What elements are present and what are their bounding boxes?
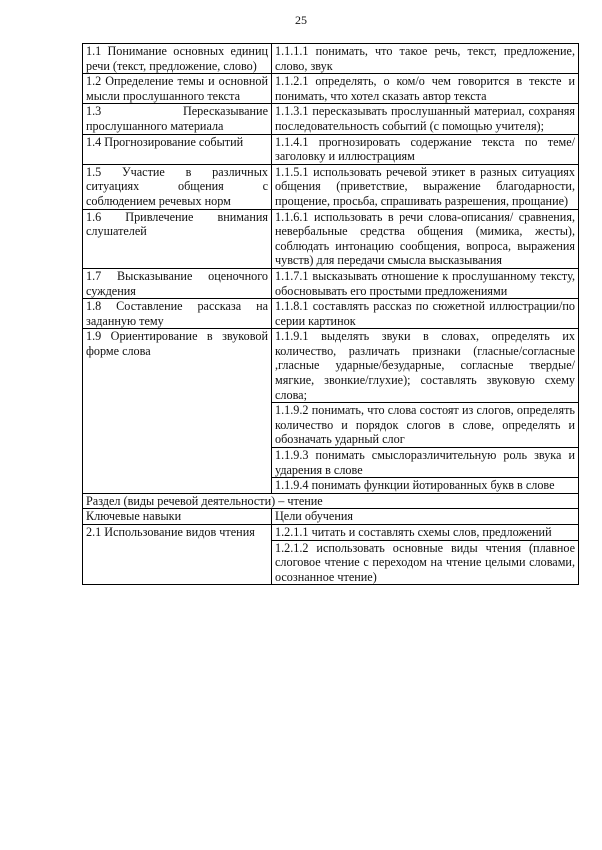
table-row [83, 44, 579, 74]
table-row [83, 104, 579, 134]
skill-cell: 2.1 Использование видов чтения [83, 525, 272, 585]
section-title: Раздел (виды речевой деятельности) – чтение [83, 493, 579, 509]
header-skills: Ключевые навыки [83, 509, 272, 525]
table-row [83, 268, 579, 298]
table-row [83, 164, 579, 209]
curriculum-table [82, 43, 579, 585]
skill-cell: 1.7 Высказывание оценочного суждения [83, 268, 272, 298]
table-body-reading [83, 525, 579, 585]
goal-cell: 1.1.7.1 высказывать отношение к прослушанному тексту, обосновывать его простыми предложениями [272, 268, 579, 298]
table-body-listening [83, 44, 579, 494]
goal-cell: 1.1.3.1 пересказывать прослушанный материал, сохраняя последовательность событий (с помощью учителя); [272, 104, 579, 134]
table-row [83, 209, 579, 268]
section-row [83, 493, 579, 509]
skill-cell: 1.6 Привлечение внимания слушателей [83, 209, 272, 268]
goal-cell: 1.1.9.3 понимать смыслоразличительную роль звука и ударения в слове [272, 448, 579, 478]
goal-cell: 1.1.9.4 понимать функции йотированных букв в слове [272, 478, 579, 494]
goal-cell: 1.1.2.1 определять, о ком/о чем говорится в тексте и понимать, что хотел сказать автор текста [272, 74, 579, 104]
skill-cell: 1.1 Понимание основных единиц речи (текст, предложение, слово) [83, 44, 272, 74]
table-row [83, 525, 579, 541]
goal-cell: 1.1.8.1 составлять рассказ по сюжетной иллюстрации/по серии картинок [272, 299, 579, 329]
header-row [83, 509, 579, 525]
header-goals: Цели обучения [272, 509, 579, 525]
goal-cell: 1.2.1.1 читать и составлять схемы слов, предложений [272, 525, 579, 541]
skill-cell: 1.2 Определение темы и основной мысли прослушанного текста [83, 74, 272, 104]
goal-cell: 1.1.1.1 понимать, что такое речь, текст, предложение, слово, звук [272, 44, 579, 74]
table-row [83, 329, 579, 403]
table-row [83, 299, 579, 329]
skill-cell: 1.5 Участие в различных ситуациях общения с соблюдением речевых норм [83, 164, 272, 209]
goal-cell: 1.2.1.2 использовать основные виды чтения (плавное слоговое чтение с переходом на чтение целыми словами, осознанное чтение) [272, 540, 579, 585]
skill-cell: 1.3 Пересказывание прослушанного материала [83, 104, 272, 134]
skill-cell: 1.4 Прогнозирование событий [83, 134, 272, 164]
goal-cell: 1.1.4.1 прогнозировать содержание текста по теме/ заголовку и иллюстрациям [272, 134, 579, 164]
goal-cell: 1.1.6.1 использовать в речи слова-описания/ сравнения, невербальные средства общения (мимика, жесты), соблюдать интонацию сообщения, вопроса, выражения чувств) для передачи смысла высказывания [272, 209, 579, 268]
page-number: 25 [295, 13, 307, 27]
goal-cell: 1.1.9.2 понимать, что слова состоят из слогов, определять количество и порядок слогов в слове, определять и обозначать ударный слог [272, 403, 579, 448]
table-row [83, 74, 579, 104]
skill-cell: 1.9 Ориентирование в звуковой форме слова [83, 329, 272, 494]
goal-cell: 1.1.9.1 выделять звуки в словах, определять их количество, различать признаки (гласные/согласные ,гласные ударные/безударные, согласные твердые/мягкие, звонкие/глухие); составлять звуковую схему слова; [272, 329, 579, 403]
table-row [83, 134, 579, 164]
skill-cell: 1.8 Составление рассказа на заданную тему [83, 299, 272, 329]
goal-cell: 1.1.5.1 использовать речевой этикет в разных ситуациях общения (приветствие, выражение благодарности, прощение, просьба, спрашивать разрешения, прощание) [272, 164, 579, 209]
table-section-reading [83, 493, 579, 524]
